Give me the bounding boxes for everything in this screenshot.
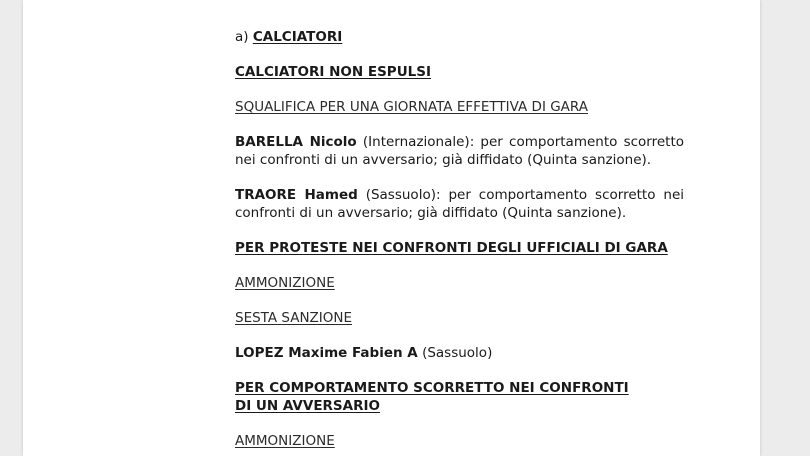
player-name: TRAORE Hamed bbox=[235, 187, 358, 203]
section-prefix: a) bbox=[235, 29, 249, 45]
player-detail: (Sassuolo) bbox=[422, 345, 493, 361]
group2-heading: PER PROTESTE NEI CONFRONTI DEGLI UFFICIALI DI GARA bbox=[235, 240, 668, 256]
group3-heading: PER COMPORTAMENTO SCORRETTO NEI CONFRONTI DI UN AVVERSARIO bbox=[235, 380, 629, 414]
group1-heading: SQUALIFICA PER UNA GIORNATA EFFETTIVA DI GARA bbox=[235, 99, 588, 115]
player-detail: (Sassuolo): per comportamento scorretto nei confronti di un avversario; già diffidato (Quinta sanzione). bbox=[235, 187, 685, 221]
document-page bbox=[23, 0, 760, 456]
player-name: BARELLA Nicolo bbox=[235, 134, 357, 150]
group2-level: SESTA SANZIONE bbox=[235, 310, 353, 326]
group2-sanction: AMMONIZIONE bbox=[235, 275, 335, 291]
section-heading bbox=[235, 28, 684, 46]
section-title: CALCIATORI bbox=[252, 29, 343, 45]
group3-sanction: AMMONIZIONE bbox=[235, 433, 335, 449]
entry-lopez bbox=[235, 344, 684, 362]
entry-traore bbox=[235, 186, 684, 222]
subsection-title: CALCIATORI NON ESPULSI bbox=[235, 64, 432, 80]
player-detail: (Internazionale): per comportamento scorretto nei confronti di un avversario; già diffidato (Quinta sanzione). bbox=[235, 134, 685, 168]
player-name: LOPEZ Maxime Fabien A bbox=[235, 345, 418, 361]
entry-barella bbox=[235, 133, 684, 169]
